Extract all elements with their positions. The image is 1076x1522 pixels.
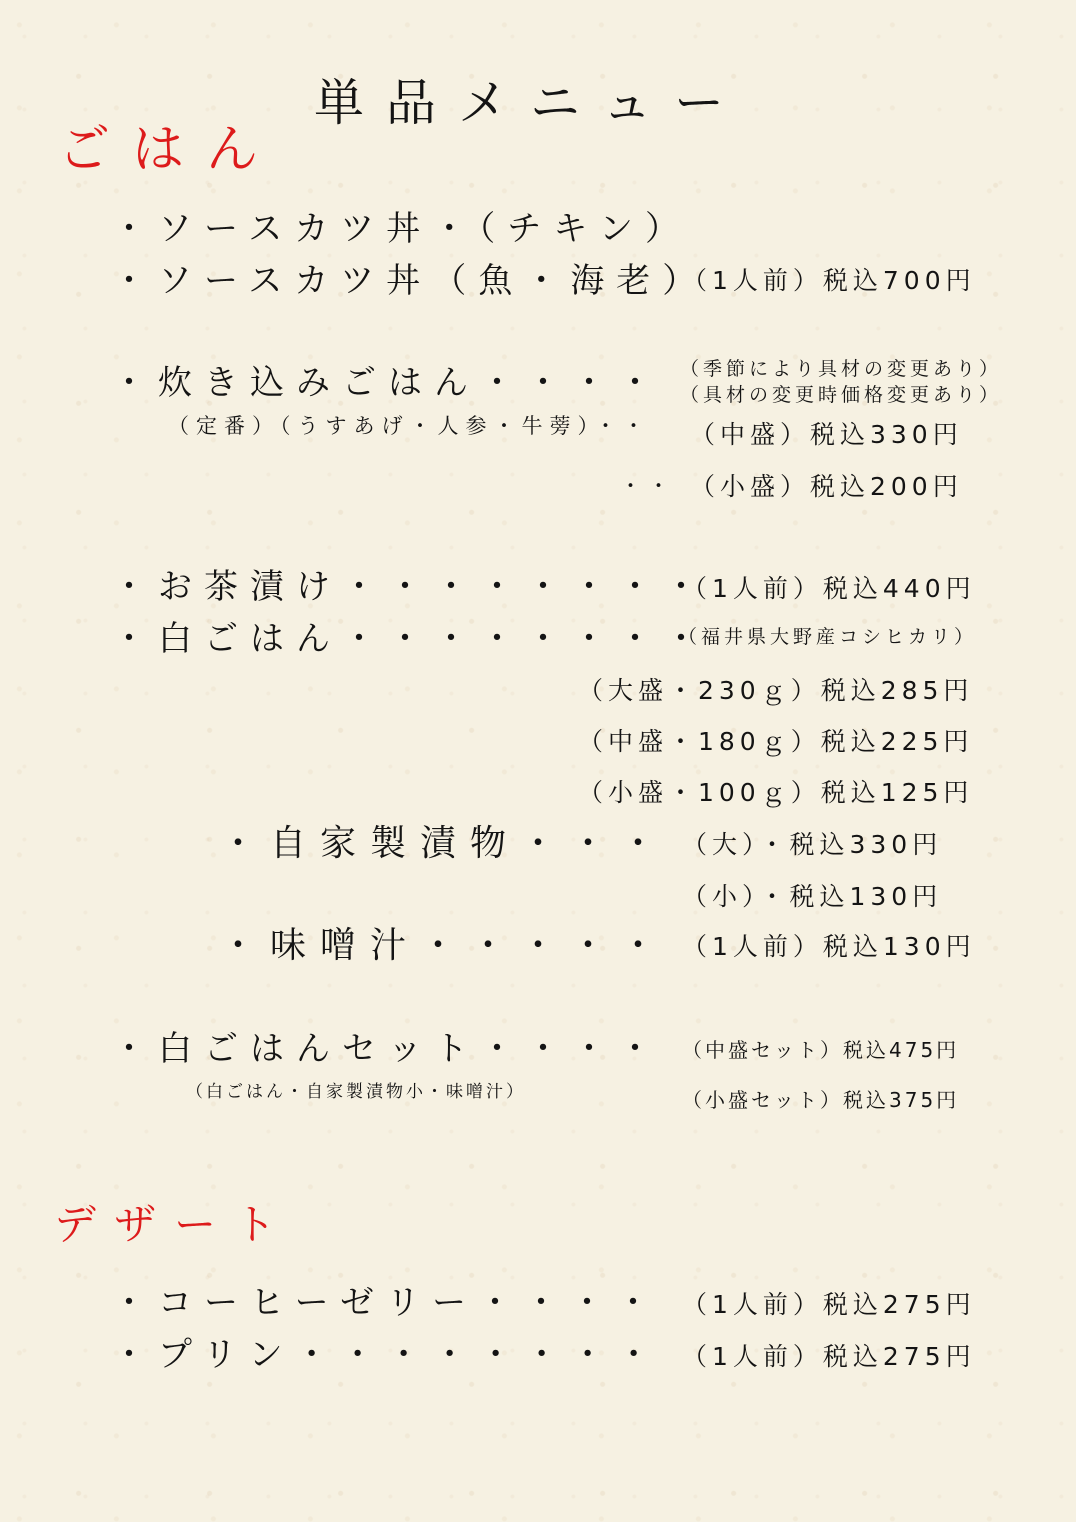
section-heading-dessert: デザート [54,1200,295,1249]
item-tsukemono: ・自家製漬物・・・ [220,823,671,864]
note-seasonal-ingredients: （季節により具材の変更あり） [680,358,1003,380]
price-set-small: （小盛セット）税込375円 [682,1088,960,1112]
item-coffee-jelly: ・コーヒーゼリー・・・・ [112,1283,662,1323]
price-shirogohan-large: （大盛・230ｇ）税込285円 [578,676,974,705]
price-tsukemono-large: （大）・税込330円 [682,830,943,859]
item-sauce-katsudon-fish: ・ソースカツ丼（魚・海老） [112,261,709,301]
item-ochazuke: ・お茶漬け・・・・・・・・ [112,567,710,607]
price-pudding: （1人前）税込275円 [682,1342,976,1371]
sub-set-contents: （白ごはん・自家製漬物小・味噌汁） [186,1082,526,1102]
dots-takikomi-small: ・・ [620,474,676,498]
price-shirogohan-small: （小盛・100ｇ）税込125円 [578,778,974,807]
item-shirogohan: ・白ごはん・・・・・・・・ [112,619,710,659]
price-shirogohan-mid: （中盛・180ｇ）税込225円 [578,727,974,756]
item-sauce-katsudon-chicken: ・ソースカツ丼・（チキン） [112,209,691,249]
price-ochazuke: （1人前）税込440円 [682,574,976,603]
price-tsukemono-small: （小）・税込130円 [682,882,943,911]
price-coffee-jelly: （1人前）税込275円 [682,1290,976,1319]
section-heading-gohan: ごはん [58,120,281,180]
price-set-mid: （中盛セット）税込475円 [682,1038,960,1062]
note-price-change: （具材の変更時価格変更あり） [680,384,1003,406]
sub-takikomi-standard: （定番）（うすあげ・人参・牛蒡）・・ [168,414,651,438]
page-title: 単品メニュー [314,74,746,132]
item-pudding: ・プリン・・・・・・・・ [112,1335,663,1375]
price-miso-soup: （1人前）税込130円 [682,932,976,961]
note-koshihikari: （福井県大野産コシヒカリ） [678,626,978,648]
item-takikomi-gohan: ・炊き込みごはん・・・・ [112,363,664,403]
price-takikomi-small: （小盛）税込200円 [690,472,963,501]
item-shirogohan-set: ・白ごはんセット・・・・ [112,1029,664,1069]
price-sauce-katsudon: （1人前）税込700円 [682,266,976,295]
item-miso-soup: ・味噌汁・・・・・ [220,925,671,966]
price-takikomi-mid: （中盛）税込330円 [690,420,963,449]
